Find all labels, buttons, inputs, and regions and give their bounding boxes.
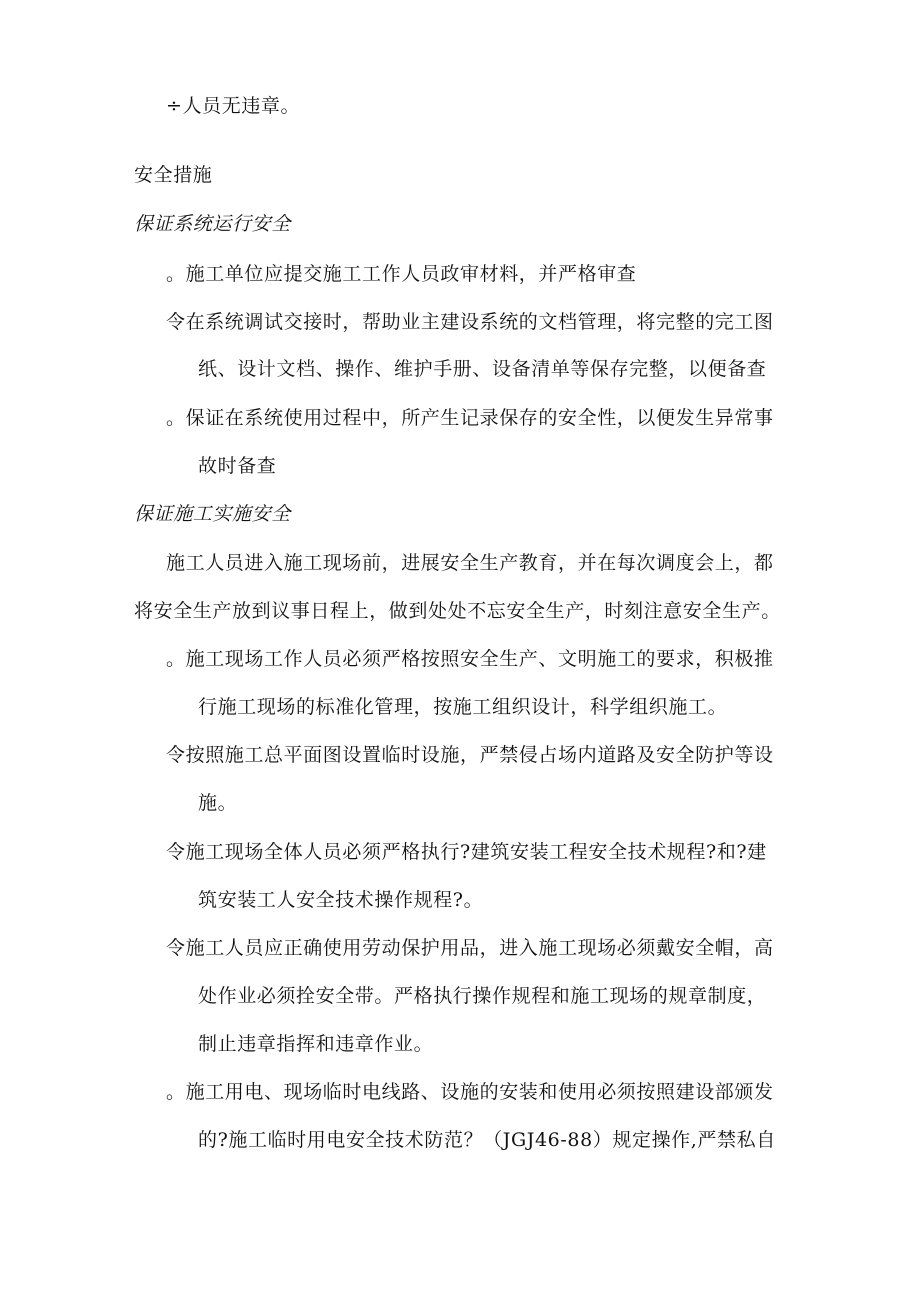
list-item: 令施工人员应正确使用劳动保护用品，进入施工现场必须戴安全帽，高 bbox=[166, 937, 774, 959]
list-item-continuation: 处作业必须拴安全带。严格执行操作规程和施工现场的规章制度， bbox=[198, 985, 767, 1007]
intro-line: ÷人员无违章。 bbox=[166, 95, 301, 117]
subsection-title-construction-safety: 保证施工实施安全 bbox=[134, 503, 291, 525]
paragraph-continuation: 将安全生产放到议事日程上，做到处处不忘安全生产，时刻注意安全生产。 bbox=[134, 600, 781, 622]
list-item-continuation: 纸、设计文档、操作、维护手册、设备清单等保存完整，以便备查 bbox=[198, 358, 767, 380]
list-item: 令在系统调试交接时，帮助业主建设系统的文档管理，将完整的完工图 bbox=[166, 311, 774, 333]
section-heading: 安全措施 bbox=[134, 164, 213, 186]
paragraph: 施工人员进入施工现场前，进展安全生产教育，并在每次调度会上，都 bbox=[166, 552, 774, 574]
list-item: 。保证在系统使用过程中，所产生记录保存的安全性，以便发生异常事 bbox=[166, 407, 774, 429]
list-item: 令按照施工总平面图设置临时设施，严禁侵占场内道路及安全防护等设 bbox=[166, 744, 774, 766]
list-item-continuation: 的?施工临时用电安全技术防范？（JGJ46-88）规定操作,严禁私自 bbox=[198, 1129, 776, 1151]
list-item: 。施工用电、现场临时电线路、设施的安装和使用必须按照建设部颁发 bbox=[166, 1081, 774, 1103]
list-item: 。施工现场工作人员必须严格按照安全生产、文明施工的要求，积极推 bbox=[166, 648, 774, 670]
list-item-continuation: 施。 bbox=[198, 792, 238, 814]
list-item: 。施工单位应提交施工工作人员政审材料，并严格审查 bbox=[166, 263, 637, 285]
list-item-continuation: 制止违章指挥和违章作业。 bbox=[198, 1033, 434, 1055]
list-item-continuation: 故时备查 bbox=[198, 455, 277, 477]
list-item-continuation: 筑安装工人安全技术操作规程?。 bbox=[198, 889, 484, 911]
list-item-continuation: 行施工现场的标准化管理，按施工组织设计，科学组织施工。 bbox=[198, 696, 728, 718]
list-item: 令施工现场全体人员必须严格执行?建筑安装工程安全技术规程?和?建 bbox=[166, 841, 767, 863]
subsection-title-system-safety: 保证系统运行安全 bbox=[134, 213, 291, 235]
